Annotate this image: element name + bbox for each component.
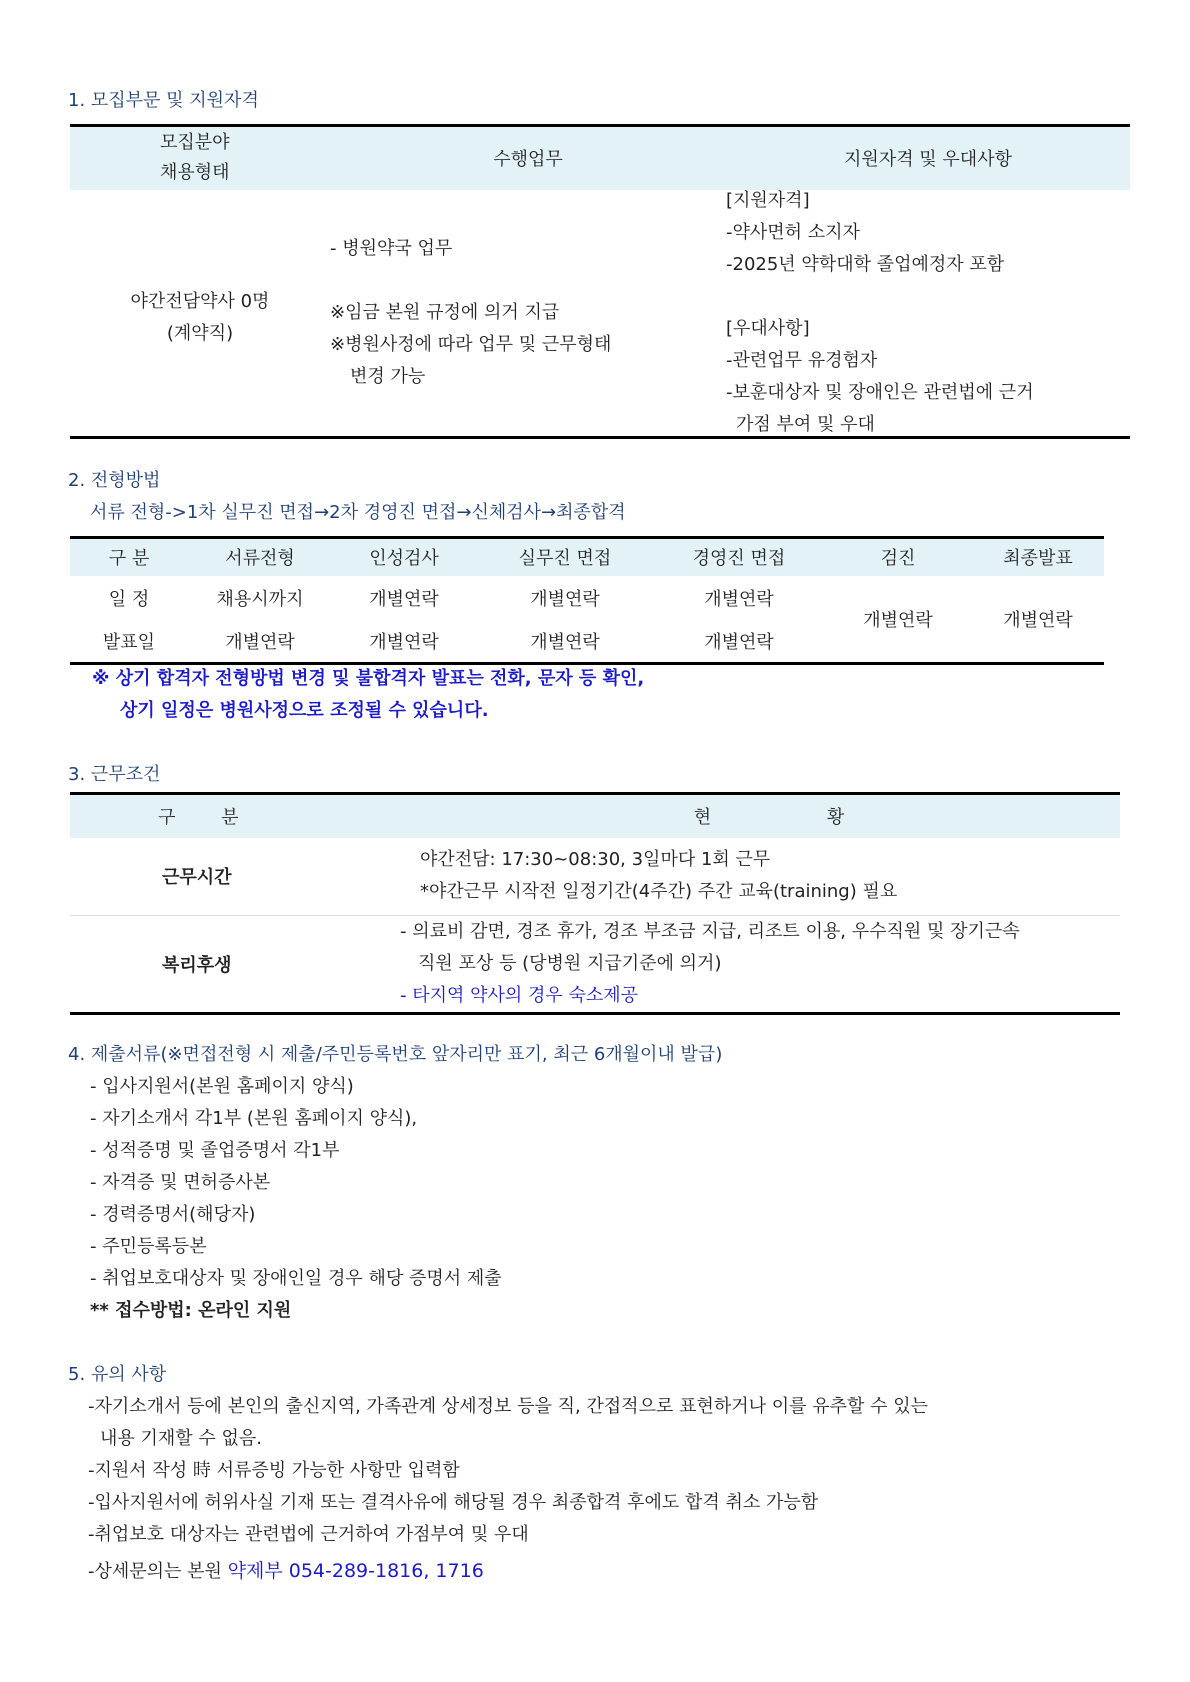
sel-header: 검진 (880, 548, 916, 570)
section3-title: 3. 근무조건 (68, 764, 161, 785)
pref-item: -관련업무 유경험자 (726, 350, 878, 371)
document-item: - 자격증 및 면허증사본 (90, 1172, 271, 1193)
caution-item: -입사지원서에 허위사실 기재 또는 결격사유에 해당될 경우 최종합격 후에도 합격 취소 가능함 (88, 1492, 819, 1513)
sel-cell: 개별연락 (704, 588, 774, 610)
welfare-label: 복리후생 (162, 955, 232, 976)
hours-line: *야간근무 시작전 일정기간(4주간) 주간 교육(training) 필요 (420, 881, 898, 903)
section2-title: 2. 전형방법 (68, 470, 161, 491)
work-conditions-table (70, 792, 1120, 1015)
sel-cell: 개별연락 (369, 631, 439, 653)
sel-header: 서류전형 (225, 548, 295, 570)
duty-note-change: ※병원사정에 따라 업무 및 근무형태 (330, 334, 612, 355)
document-item: - 자기소개서 각1부 (본원 홈페이지 양식), (90, 1108, 418, 1129)
duty-note-wage: ※임금 본원 규정에 의거 지급 (330, 302, 560, 323)
selection-process: 서류 전형->1차 실무진 면접→2차 경영진 면접→신체검사→최종합격 (90, 502, 626, 523)
cond-header-right: 현 황 (693, 807, 845, 829)
document-item: - 취업보호대상자 및 장애인일 경우 해당 증명서 제출 (90, 1268, 502, 1289)
sel-cell: 개별연락 (530, 588, 600, 610)
application-method: ** 접수방법: 온라인 지원 (90, 1300, 292, 1321)
selection-notice: ※ 상기 합격자 전형방법 변경 및 불합격자 발표는 전화, 문자 등 확인, (92, 668, 645, 689)
welfare-cell (400, 916, 1120, 1014)
sel-header: 구 분 (108, 548, 150, 570)
position-type: (계약직) (166, 322, 234, 344)
caution-item: -자기소개서 등에 본인의 출신지역, 가족관계 상세정보 등을 직, 간접적으로 표현하거나 이를 유추할 수 있는 (88, 1396, 928, 1417)
row-label-schedule: 일 정 (108, 588, 150, 610)
welfare-line: - 의료비 감면, 경조 휴가, 경조 부조금 지급, 리조트 이용, 우수직원 및 장기근속 (400, 921, 1020, 942)
duty-item: - 병원약국 업무 (330, 238, 453, 259)
header-duties: 수행업무 (493, 149, 563, 171)
cond-header-left: 구 분 (158, 807, 239, 829)
sel-cell: 개별연락 (530, 631, 600, 653)
document-item: - 주민등록등본 (90, 1236, 207, 1257)
sel-cell-checkup: 개별연락 (863, 609, 933, 631)
contact-phone: 약제부 054-289-1816, 1716 (227, 1560, 484, 1582)
sel-header: 실무진 면접 (518, 548, 612, 570)
document-item: - 입사지원서(본원 홈페이지 양식) (90, 1076, 354, 1097)
pref-title: [우대사항] (726, 318, 810, 339)
header-field-line1: 모집분야 (160, 132, 230, 154)
welfare-line-cont: 직원 포상 등 (당병원 지급기준에 의거) (418, 953, 722, 974)
selection-table (70, 536, 1104, 665)
section5-title: 5. 유의 사항 (68, 1364, 167, 1385)
pref-item-cont: 가점 부여 및 우대 (736, 414, 875, 435)
selection-notice-cont: 상기 일정은 병원사정으로 조정될 수 있습니다. (120, 700, 489, 721)
header-field-line2: 채용형태 (160, 162, 230, 184)
qual-item: -약사면허 소지자 (726, 222, 860, 243)
hours-cell (418, 838, 1120, 916)
row-label-announce: 발표일 (102, 631, 156, 653)
qual-item: -2025년 약학대학 졸업예정자 포함 (726, 254, 1005, 275)
sel-cell-final: 개별연락 (1003, 609, 1073, 631)
header-field (70, 126, 330, 190)
sel-cell: 개별연락 (704, 631, 774, 653)
document-item: - 성적증명 및 졸업증명서 각1부 (90, 1140, 340, 1161)
position-name: 야간전담약사 0명 (130, 290, 270, 312)
welfare-housing: - 타지역 약사의 경우 숙소제공 (400, 985, 639, 1006)
section4-title: 4. 제출서류(※면접전형 시 제출/주민등록번호 앞자리만 표기, 최근 6개월이내 발급) (68, 1044, 723, 1065)
position-cell (70, 190, 330, 438)
sel-header: 최종발표 (1003, 548, 1073, 570)
document-item: - 경력증명서(해당자) (90, 1204, 256, 1225)
hours-label: 근무시간 (162, 867, 232, 889)
sel-cell: 개별연락 (369, 588, 439, 610)
qual-title: [지원자격] (726, 190, 810, 211)
duty-note-change-cont: 변경 가능 (350, 366, 426, 387)
pref-item: -보훈대상자 및 장애인은 관련법에 근거 (726, 382, 1034, 403)
caution-item: -지원서 작성 時 서류증빙 가능한 사항만 입력함 (88, 1460, 460, 1481)
caution-item: -취업보호 대상자는 관련법에 근거하여 가점부여 및 우대 (88, 1524, 529, 1545)
caution-item-cont: 내용 기재할 수 없음. (100, 1428, 262, 1449)
hours-line: 야간전담: 17:30~08:30, 3일마다 1회 근무 (420, 849, 771, 871)
contact-prefix: -상세문의는 본원 (88, 1561, 228, 1582)
sel-header: 인성검사 (369, 548, 439, 570)
sel-cell: 채용시까지 (216, 588, 304, 610)
section1-title: 1. 모집부문 및 지원자격 (68, 90, 259, 111)
contact-line (88, 1556, 484, 1583)
sel-header: 경영진 면접 (692, 548, 786, 570)
sel-cell: 개별연락 (225, 631, 295, 653)
header-qualifications: 지원자격 및 우대사항 (844, 149, 1012, 171)
